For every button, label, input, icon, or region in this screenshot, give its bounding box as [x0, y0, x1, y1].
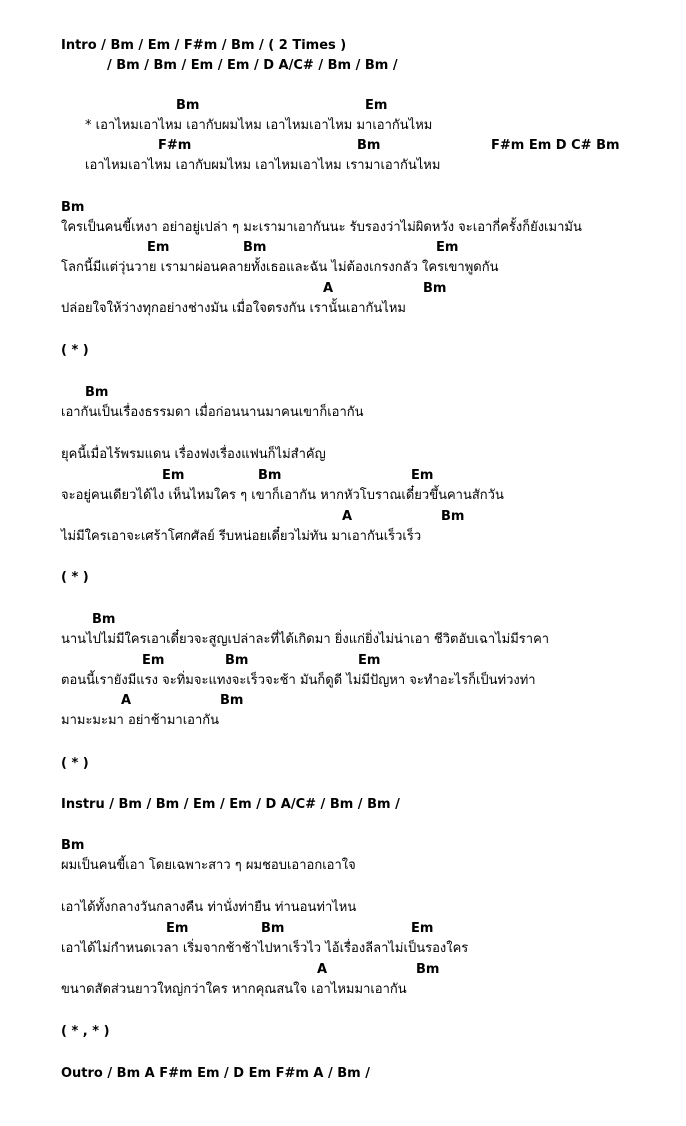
lyric-line: เอากันเป็นเรื่องธรรมดา เมื่อก่อนนานมาคนเขาก็เอากัน [61, 405, 364, 420]
chord: A [317, 962, 328, 977]
chord: Bm [61, 838, 85, 853]
instrumental-line: Instru / Bm / Bm / Em / Em / D A/C# / Bm / Bm / [61, 797, 400, 812]
chord: Bm [258, 468, 282, 483]
chord: Bm [441, 509, 465, 524]
lyric-line: ใครเป็นคนขี้เหงา อย่าอยู่เปล่า ๆ มะเรามาเอากันนะ รับรองว่าไม่ผิดหวัง จะเอากี่ครั้งก็ยังเมามัน [61, 220, 582, 235]
outro-line: Outro / Bm A F#m Em / D Em F#m A / Bm / [61, 1066, 371, 1081]
chord: Bm [357, 138, 381, 153]
chord: A [342, 509, 353, 524]
chord: A [323, 281, 334, 296]
chord: Em [142, 653, 165, 668]
lyric-line: ปล่อยใจให้ว่างทุกอย่างช่างมัน เมื่อใจตรงกัน เรานั้นเอากันไหม [61, 301, 406, 316]
lyric-line: เอาได้ไม่กำหนดเวลา เริ่มจากช้าช้าไปหาเร็วไว ไอ้เรื่องลีลาไม่เป็นรองใคร [61, 941, 469, 956]
chord: Bm [85, 385, 109, 400]
chord: Em [358, 653, 381, 668]
chord: Em [436, 240, 459, 255]
chord: Bm [176, 98, 200, 113]
chord: Em [166, 921, 189, 936]
lyric-line: ผมเป็นคนขี้เอา โดยเฉพาะสาว ๆ ผมชอบเอาอกเอาใจ [61, 858, 356, 873]
lyric-line: มามะมะมา อย่าช้ามาเอากัน [61, 713, 219, 728]
chorus-repeat-marker: ( * ) [61, 343, 89, 358]
chord: F#m Em D C# Bm [491, 138, 620, 153]
lyric-line: ยุคนี้เมื่อไร้พรมแดน เรื่องฟงเรื่องแฟนก็ไม่สำคัญ [61, 447, 326, 462]
chorus-repeat-marker: ( * , * ) [61, 1024, 110, 1039]
chord: Bm [92, 612, 116, 627]
chord: Bm [423, 281, 447, 296]
intro-line-2: / Bm / Bm / Em / Em / D A/C# / Bm / Bm / [107, 58, 398, 73]
chorus-repeat-marker: ( * ) [61, 570, 89, 585]
chord: Bm [225, 653, 249, 668]
lyric-line: * เอาไหมเอาไหม เอากับผมไหม เอาไหมเอาไหม มาเอากันไหม [85, 118, 433, 133]
lyric-line: เอาไหมเอาไหม เอากับผมไหม เอาไหมเอาไหม เรามาเอากันไหม [85, 158, 441, 173]
chord: Em [365, 98, 388, 113]
lyric-line: ขนาดสัดส่วนยาวใหญ่กว่าใคร หากคุณสนใจ เอาไหมมาเอากัน [61, 982, 407, 997]
chord: Em [147, 240, 170, 255]
chord: Em [411, 921, 434, 936]
chord: Bm [243, 240, 267, 255]
intro-line-1: Intro / Bm / Em / F#m / Bm / ( 2 Times ) [61, 38, 347, 53]
lyric-line: จะอยู่คนเดียวได้ไง เห็นไหมใคร ๆ เขาก็เอากัน หากหัวโบราณเดี๋ยวขึ้นคานสักวัน [61, 488, 504, 503]
chord: A [121, 693, 132, 708]
chord: Em [162, 468, 185, 483]
chord: F#m [158, 138, 192, 153]
lyric-line: ตอนนี้เรายังมีแรง จะทิ่มจะแทงจะเร็วจะช้า มันก็ดูดี ไม่มีปัญหา จะทำอะไรก็เป็นท่วงท่า [61, 673, 536, 688]
chord: Bm [61, 200, 85, 215]
lyric-line: เอาได้ทั้งกลางวันกลางคืน ท่านั่งท่ายืน ท่านอนท่าไหน [61, 900, 357, 915]
lyric-line: โลกนี้มีแต่วุ่นวาย เรามาผ่อนคลายทั้งเธอและฉัน ไม่ต้องเกรงกลัว ใครเขาพูดกัน [61, 260, 499, 275]
lyric-line: นานไปไม่มีใครเอาเดี๋ยวจะสูญเปล่าละที่ได้เกิดมา ยิ่งแก่ยิ่งไม่น่าเอา ชีวิตอับเฉาไม่มีราคา [61, 632, 550, 647]
chord: Bm [220, 693, 244, 708]
lyric-line: ไม่มีใครเอาจะเศร้าโศกศัลย์ รีบหน่อยเดี๋ยวไม่ทัน มาเอากันเร็วเร็ว [61, 529, 422, 544]
chord: Bm [416, 962, 440, 977]
chord: Em [411, 468, 434, 483]
chorus-repeat-marker: ( * ) [61, 756, 89, 771]
chord: Bm [261, 921, 285, 936]
